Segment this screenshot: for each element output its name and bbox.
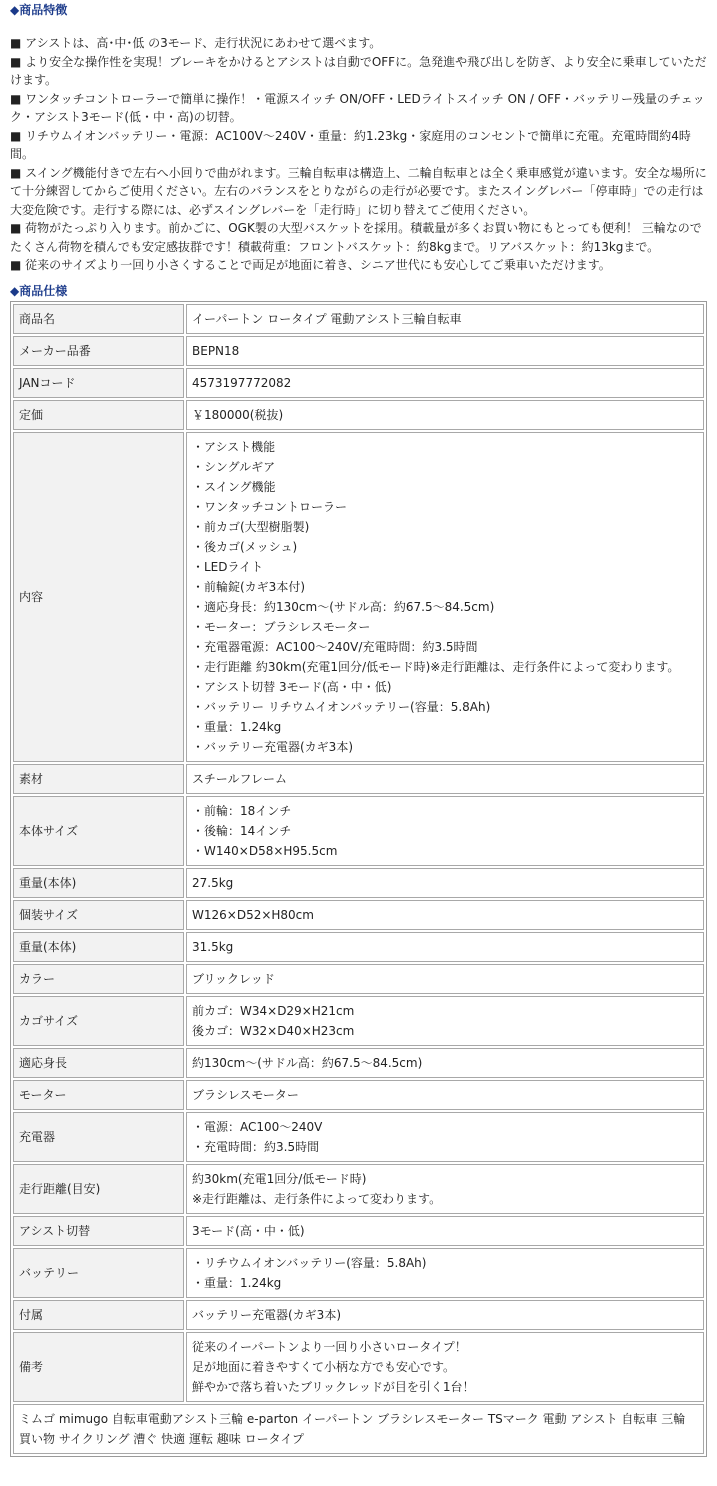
spec-value-line: ・適応身長：約130cm～(サドル高：約67.5～84.5cm) [192, 599, 495, 614]
feature-item: ■ より安全な操作性を実現！ブレーキをかけるとアシストは自動でOFFに。急発進や飛び出しを防ぎ、より安全に乗車していただけます。 [10, 54, 707, 87]
spec-label: 素材 [13, 764, 184, 794]
feature-item: ■ リチウムイオンバッテリー・電源：AC100V～240V・重量：約1.23kg・家庭用のコンセントで簡単に充電。充電時間約4時間。 [10, 128, 691, 161]
spec-label: 重量(本体) [13, 932, 184, 962]
spec-value-line: ・前輪：18インチ [192, 803, 292, 818]
feature-item: ■ アシストは、高･中･低 の3モード、走行状況にあわせて選べます。 [10, 36, 382, 50]
spec-value-line: ・後輪：14インチ [192, 823, 292, 838]
spec-value [186, 336, 704, 366]
spec-heading: ◆商品仕様 [10, 283, 68, 298]
spec-table [10, 301, 707, 1457]
spec-row [13, 368, 704, 398]
spec-label: 本体サイズ [13, 796, 184, 866]
spec-label: アシスト切替 [13, 1216, 184, 1246]
spec-value-line: 31.5kg [192, 939, 234, 954]
spec-value [186, 1216, 704, 1246]
spec-value [186, 964, 704, 994]
spec-row [13, 1048, 704, 1078]
spec-value-line: 後カゴ：W32×D40×H23cm [192, 1023, 355, 1038]
spec-value-line: W126×D52×H80cm [192, 907, 314, 922]
spec-label: 定価 [13, 400, 184, 430]
spec-row [13, 868, 704, 898]
spec-row [13, 400, 704, 430]
spec-label: メーカー品番 [13, 336, 184, 366]
feature-item: ■ 荷物がたっぷり入ります。前かごに、OGK製の大型バスケットを採用。積載量が多くお買い物にもとっても便利！ 三輪なのでたくさん荷物を積んでも安定感抜群です！積載荷重：フロントバスケット：約8kgまで。リアバスケット：約13kgまで。 [10, 221, 702, 254]
spec-value-line: ※走行距離は、走行条件によって変わります。 [192, 1191, 442, 1206]
spec-value-line: スチールフレーム [192, 771, 288, 786]
spec-row [13, 796, 704, 866]
spec-value-line: 足が地面に着きやすくて小柄な方でも安心です。 [192, 1359, 456, 1374]
spec-value-line: ・モーター：ブラシレスモーター [192, 619, 371, 634]
spec-value [186, 868, 704, 898]
spec-row [13, 336, 704, 366]
spec-value-line: 従来のイーパートンより一回り小さいロータイプ！ [192, 1339, 467, 1354]
spec-value-line: ブラシレスモーター [192, 1087, 299, 1102]
spec-value [186, 1248, 704, 1298]
spec-value-line: ・充電器電源：AC100～240V/充電時間：約3.5時間 [192, 639, 478, 654]
spec-row [13, 996, 704, 1046]
spec-row [13, 964, 704, 994]
spec-value-line: ・アシスト切替 3モード(高・中・低) [192, 679, 392, 694]
spec-value-line: 4573197772082 [192, 375, 292, 390]
spec-value-line: ・充電時間：約3.5時間 [192, 1139, 320, 1154]
spec-value-line: ・走行距離 約30km(充電1回分/低モード時)※走行距離は、走行条件によって変わります。 [192, 659, 680, 674]
spec-row [13, 900, 704, 930]
feature-item: ■ 従来のサイズより一回り小さくすることで両足が地面に着き、シニア世代にも安心してご乗車いただけます。 [10, 258, 611, 272]
spec-label: 内容 [13, 432, 184, 762]
spec-value-line: ・シングルギア [192, 459, 276, 474]
spec-value-line: ブリックレッド [192, 971, 275, 986]
spec-row [13, 764, 704, 794]
spec-value-line: 約30km(充電1回分/低モード時) [192, 1171, 367, 1186]
spec-value-line: 約130cm～(サドル高：約67.5～84.5cm) [192, 1055, 423, 1070]
spec-value [186, 1332, 704, 1402]
spec-value [186, 996, 704, 1046]
spec-value-line: ・リチウムイオンバッテリー(容量：5.8Ah) [192, 1255, 427, 1270]
spec-label: 付属 [13, 1300, 184, 1330]
feature-item: ■ スイング機能付きで左右へ小回りで曲がれます。三輪自転車は構造上、二輪自転車とは全く乗車感覚が違います。安全な場所にて十分練習してからご使用ください。左右のバランスをとりながらの走行が必要です。またスイングレバー「停車時」での走行は大変危険です。走行する際には、必ずスイングレバーを「走行時」に切り替えてご使用ください。 [10, 165, 707, 217]
features-list [0, 20, 717, 275]
spec-value-line: ・バッテリー リチウムイオンバッテリー(容量：5.8Ah) [192, 699, 491, 714]
spec-label: 充電器 [13, 1112, 184, 1162]
spec-value-line: ・W140×D58×H95.5cm [192, 843, 338, 858]
spec-row [13, 1112, 704, 1162]
spec-value [186, 764, 704, 794]
spec-label: 重量(本体) [13, 868, 184, 898]
spec-label: 個装サイズ [13, 900, 184, 930]
spec-row [13, 1332, 704, 1402]
spec-value [186, 304, 704, 334]
spec-label: 備考 [13, 1332, 184, 1402]
spec-label: JANコード [13, 368, 184, 398]
tags-row [13, 1404, 704, 1454]
features-heading: ◆商品特徴 [10, 3, 68, 17]
spec-value [186, 796, 704, 866]
spec-value-line: BEPN18 [192, 343, 240, 358]
spec-value-line: ・スイング機能 [192, 479, 276, 494]
spec-row [13, 304, 704, 334]
spec-row [13, 1248, 704, 1298]
spec-value [186, 400, 704, 430]
spec-label: バッテリー [13, 1248, 184, 1298]
spec-value-line: ・重量：1.24kg [192, 719, 282, 734]
spec-value-line: ・電源：AC100～240V [192, 1119, 323, 1134]
spec-value-line: バッテリー充電器(カギ3本) [192, 1307, 341, 1322]
spec-value-line: 鮮やかで落ち着いたブリックレッドが目を引く1台！ [192, 1379, 475, 1394]
spec-value-line: ・LEDライト [192, 559, 264, 574]
spec-value [186, 932, 704, 962]
keyword-tags: ミムゴ mimugo 自転車電動アシスト三輪 e-parton イーパートン ブラシレスモーター TSマーク 電動 アシスト 自転車 三輪 買い物 サイクリング 漕ぐ 快適 運転 趣味 ロータイプ [13, 1404, 704, 1454]
spec-value-line: ・後カゴ(メッシュ) [192, 539, 298, 554]
spec-value [186, 1300, 704, 1330]
spec-row [13, 932, 704, 962]
spec-value-line: ・前カゴ(大型樹脂製) [192, 519, 310, 534]
spec-row [13, 1080, 704, 1110]
spec-label: カゴサイズ [13, 996, 184, 1046]
spec-value [186, 432, 704, 762]
spec-value [186, 1164, 704, 1214]
spec-value [186, 1048, 704, 1078]
spec-value [186, 900, 704, 930]
spec-value [186, 1112, 704, 1162]
spec-value-line: ￥180000(税抜) [192, 407, 284, 422]
spec-label: カラー [13, 964, 184, 994]
spec-value-line: 前カゴ：W34×D29×H21cm [192, 1003, 355, 1018]
spec-value-line: イーパートン ロータイプ 電動アシスト三輪自転車 [192, 311, 462, 326]
spec-row [13, 1300, 704, 1330]
spec-row [13, 432, 704, 762]
spec-value-line: 3モード(高・中・低) [192, 1223, 305, 1238]
spec-value-line: ・バッテリー充電器(カギ3本) [192, 739, 353, 754]
spec-row [13, 1164, 704, 1214]
spec-label: モーター [13, 1080, 184, 1110]
spec-value-line: ・ワンタッチコントローラー [192, 499, 348, 514]
spec-label: 適応身長 [13, 1048, 184, 1078]
feature-item: ■ ワンタッチコントローラーで簡単に操作！・電源スイッチ ON/OFF・LEDライトスイッチ ON / OFF・バッテリー残量のチェック・アシスト3モード(低・中・高)の切替。 [10, 91, 705, 124]
spec-row [13, 1216, 704, 1246]
spec-value-line: ・アシスト機能 [192, 439, 276, 454]
spec-label: 商品名 [13, 304, 184, 334]
spec-value [186, 368, 704, 398]
spec-value-line: ・重量：1.24kg [192, 1275, 282, 1290]
spec-value [186, 1080, 704, 1110]
spec-value-line: ・前輪錠(カギ3本付) [192, 579, 305, 594]
spec-value-line: 27.5kg [192, 875, 234, 890]
spec-label: 走行距離(目安) [13, 1164, 184, 1214]
